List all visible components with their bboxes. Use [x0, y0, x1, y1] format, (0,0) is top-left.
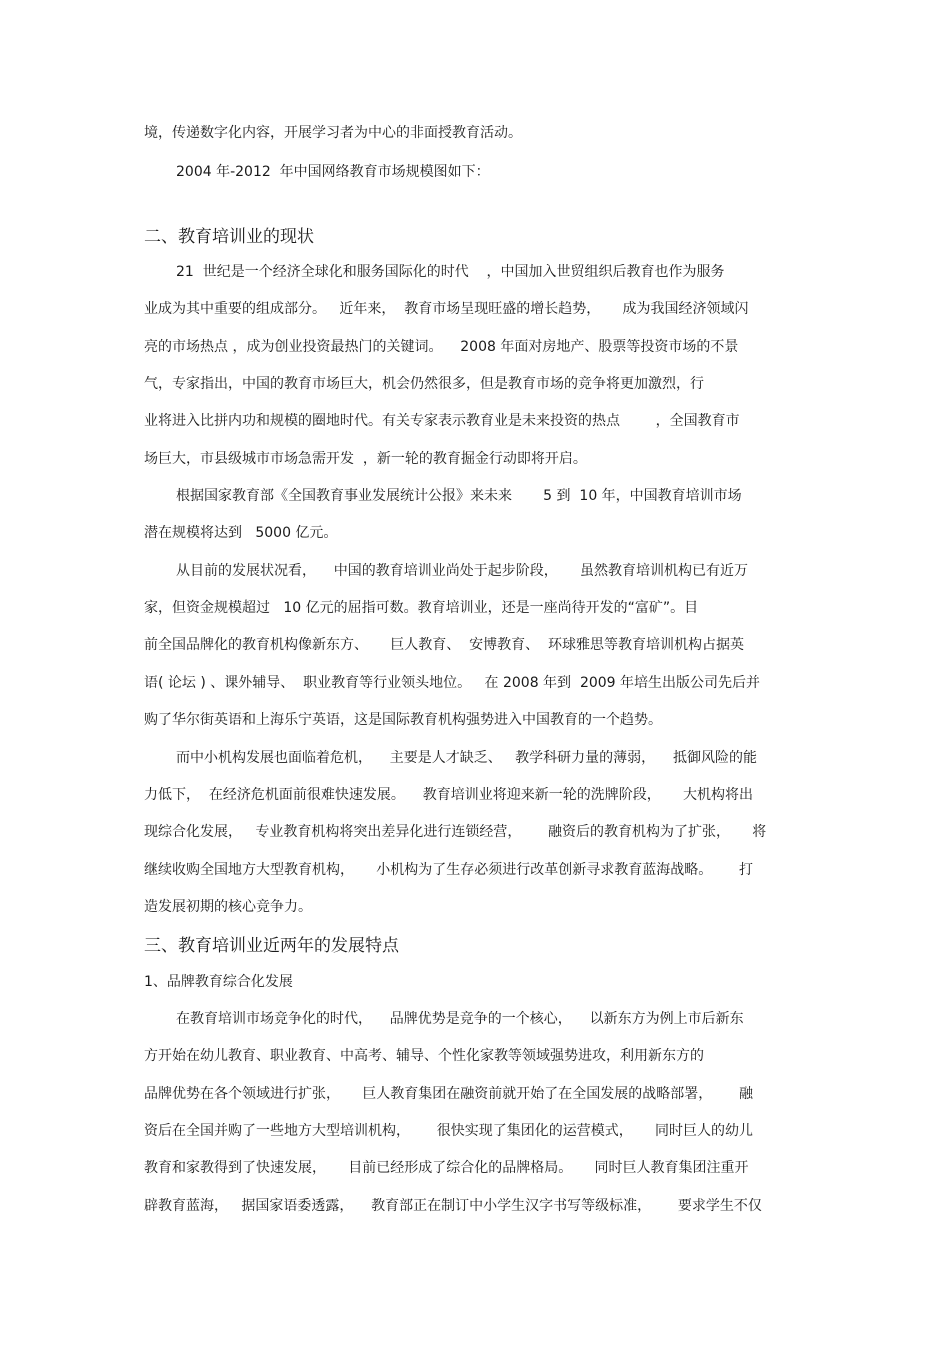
- s2-p1-line-2: 业成为其中重要的组成部分。 近年来， 教育市场呈现旺盛的增长趋势， 成为我国经济领域闪: [144, 301, 749, 317]
- s2-p1-line-5: 业将进入比拼内功和规模的圈地时代。有关专家表示教育业是未来投资的热点 ，全国教育市: [144, 413, 740, 429]
- s3-p1-line-2: 方开始在幼儿教育、职业教育、中高考、辅导、个性化家教等领域强势进攻，利用新东方的: [144, 1048, 704, 1064]
- s2-p2-line-1: 根据国家教育部《全国教育事业发展统计公报》来未来 5 到 10 年，中国教育培训市场: [176, 488, 742, 504]
- s2-p3-line-2: 家，但资金规模超过 10 亿元的屈指可数。教育培训业，还是一座尚待开发的“富矿”。目: [144, 600, 699, 616]
- s2-p4-line-4: 继续收购全国地方大型教育机构， 小机构为了生存必须进行改革创新寻求教育蓝海战略。 打: [144, 862, 753, 878]
- s2-p3-line-5: 购了华尔街英语和上海乐宁英语，这是国际教育机构强势进入中国教育的一个趋势。: [144, 712, 662, 728]
- s2-p1-line-6: 场巨大，市县级城市市场急需开发 ，新一轮的教育掘金行动即将开启。: [144, 451, 587, 467]
- s2-p4-line-3: 现综合化发展， 专业教育机构将突出差异化进行连锁经营， 融资后的教育机构为了扩张， 将: [144, 824, 767, 840]
- s2-p4-line-2: 力低下， 在经济危机面前很难快速发展。 教育培训业将迎来新一轮的洗牌阶段， 大机构将出: [144, 787, 753, 803]
- s2-p4-line-1: 而中小机构发展也面临着危机， 主要是人才缺乏、 教学科研力量的薄弱， 抵御风险的能: [176, 750, 757, 766]
- s2-p3-line-3: 前全国品牌化的教育机构像新东方、 巨人教育、 安博教育、 环球雅思等教育培训机构占据英: [144, 637, 745, 653]
- s3-p1-line-4: 资后在全国并购了一些地方大型培训机构， 很快实现了集团化的运营模式， 同时巨人的幼儿: [144, 1123, 753, 1139]
- section-2-heading: 二、教育培训业的现状: [144, 227, 314, 247]
- intro-line-1: 境，传递数字化内容，开展学习者为中心的非面授教育活动。: [144, 125, 522, 141]
- s2-p1-line-3: 亮的市场热点 ，成为创业投资最热门的关键词。 2008 年面对房地产、股票等投资市场的不景: [144, 339, 739, 355]
- s3-p1-line-1: 在教育培训市场竞争化的时代， 品牌优势是竞争的一个核心， 以新东方为例上市后新东: [176, 1011, 744, 1027]
- section-3-subheading-1: 1、品牌教育综合化发展: [144, 974, 293, 990]
- s2-p2-line-2: 潜在规模将达到 5000 亿元。: [144, 525, 338, 541]
- intro-line-2: 2004 年-2012 年中国网络教育市场规模图如下：: [176, 164, 490, 180]
- section-3-heading: 三、教育培训业近两年的发展特点: [144, 936, 399, 956]
- s2-p1-line-4: 气，专家指出，中国的教育市场巨大，机会仍然很多，但是教育市场的竞争将更加激烈，行: [144, 376, 704, 392]
- s3-p1-line-3: 品牌优势在各个领域进行扩张， 巨人教育集团在融资前就开始了在全国发展的战略部署， 融: [144, 1086, 753, 1102]
- s3-p1-line-5: 教育和家教得到了快速发展， 目前已经形成了综合化的品牌格局。 同时巨人教育集团注重开: [144, 1160, 749, 1176]
- s2-p4-line-5: 造发展初期的核心竞争力。: [144, 899, 312, 915]
- s2-p1-line-1: 21 世纪是一个经济全球化和服务国际化的时代 ，中国加入世贸组织后教育也作为服务: [176, 264, 725, 280]
- s2-p3-line-4: 语( 论坛 ) 、课外辅导、 职业教育等行业领头地位。 在 2008 年到 2009 年培生出版公司先后并: [144, 675, 761, 691]
- s2-p3-line-1: 从目前的发展状况看， 中国的教育培训业尚处于起步阶段， 虽然教育培训机构已有近万: [176, 563, 749, 579]
- s3-p1-line-6: 辟教育蓝海， 据国家语委透露， 教育部正在制订中小学生汉字书写等级标准， 要求学生不仅: [144, 1198, 762, 1214]
